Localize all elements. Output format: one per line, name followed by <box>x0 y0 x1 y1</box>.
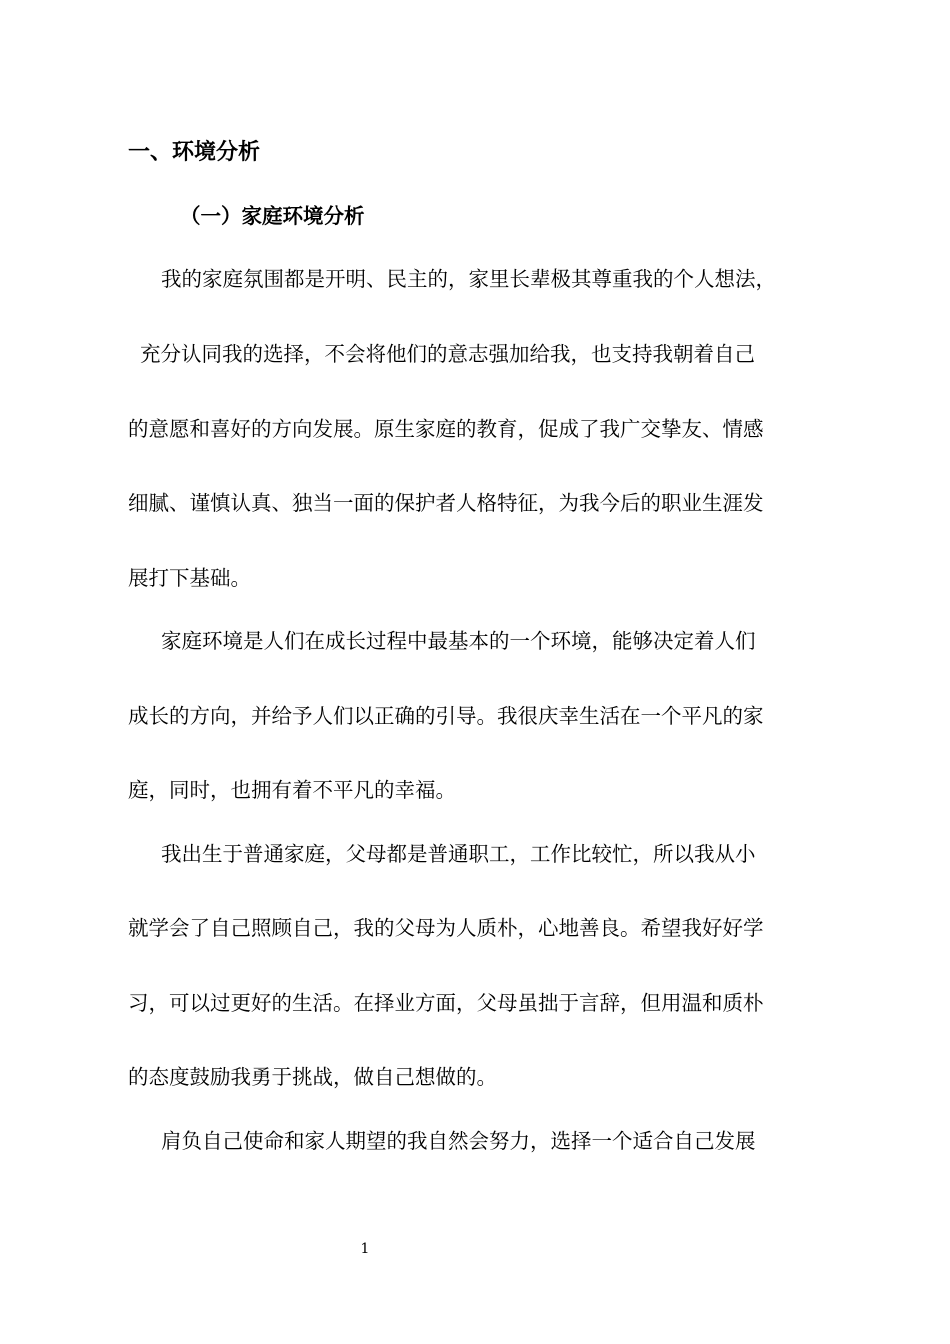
paragraph-line: 充分认同我的选择，不会将他们的意志强加给我，也支持我朝着自己 <box>140 342 755 366</box>
paragraph-line: 庭，同时，也拥有着不平凡的幸福。 <box>128 778 456 802</box>
paragraph-line: 细腻、谨慎认真、独当一面的保护者人格特征，为我今后的职业生涯发 <box>128 491 764 515</box>
paragraph-line: 我的家庭氛围都是开明、民主的，家里长辈极其尊重我的个人想法， <box>161 267 776 291</box>
paragraph-line: 就学会了自己照顾自己，我的父母为人质朴，心地善良。希望我好好学 <box>128 916 764 940</box>
paragraph-line: 肩负自己使命和家人期望的我自然会努力，选择一个适合自己发展 <box>161 1129 756 1153</box>
subsection-heading: （一）家庭环境分析 <box>180 204 365 228</box>
paragraph-line: 我出生于普通家庭，父母都是普通职工，工作比较忙，所以我从小 <box>161 842 756 866</box>
paragraph-line: 展打下基础。 <box>128 566 251 590</box>
page-number: 1 <box>360 1241 370 1257</box>
paragraph-line: 的意愿和喜好的方向发展。原生家庭的教育，促成了我广交挚友、情感 <box>128 417 764 441</box>
section-heading: 一、环境分析 <box>128 139 261 165</box>
paragraph-line: 的态度鼓励我勇于挑战，做自己想做的。 <box>128 1065 497 1089</box>
paragraph-line: 习，可以过更好的生活。在择业方面，父母虽拙于言辞，但用温和质朴 <box>128 991 764 1015</box>
paragraph-line: 家庭环境是人们在成长过程中最基本的一个环境，能够决定着人们 <box>161 629 756 653</box>
paragraph-line: 成长的方向，并给予人们以正确的引导。我很庆幸生活在一个平凡的家 <box>128 704 764 728</box>
